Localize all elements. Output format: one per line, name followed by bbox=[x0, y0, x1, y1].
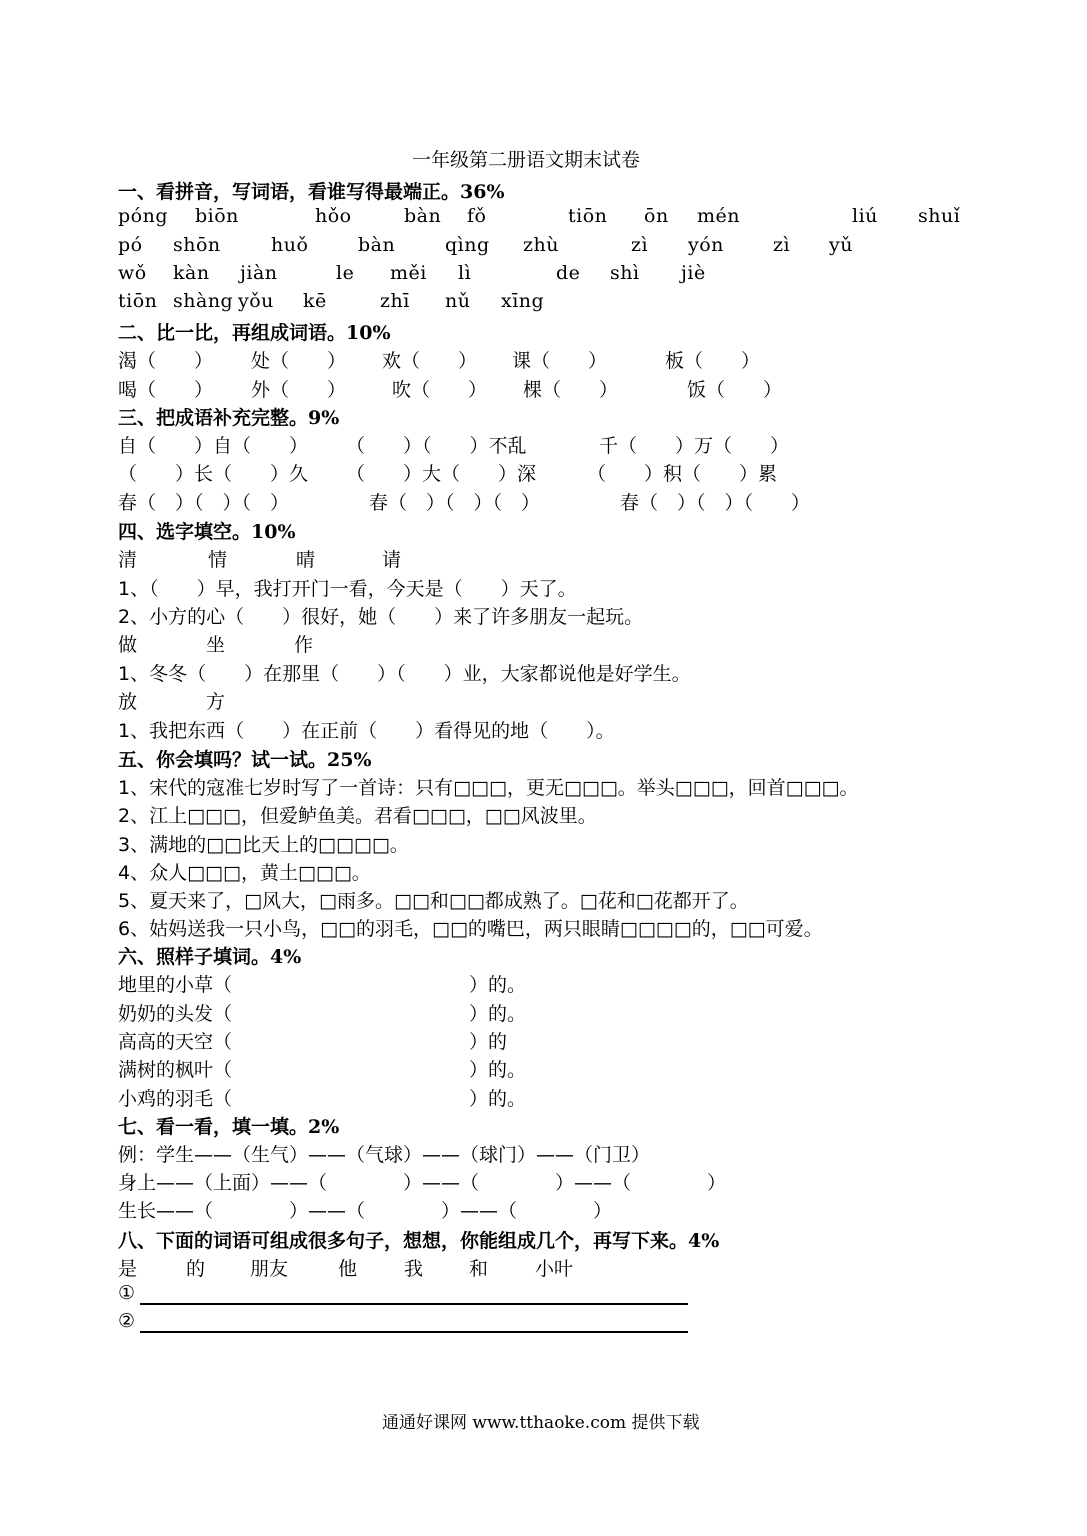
answer-line-1[interactable] bbox=[140, 1303, 688, 1305]
fill-line: 3、满地的□□比天上的□□□□。 bbox=[118, 834, 409, 856]
section-6-heading: 六、照样子填词。4% bbox=[118, 946, 302, 968]
answer-marker-2: ② bbox=[118, 1310, 136, 1332]
section-1-heading: 一、看拼音，写词语，看谁写得最端正。36% bbox=[118, 181, 505, 203]
fill-line: 1、宋代的寇准七岁时写了一首诗：只有□□□，更无□□□。举头□□□，回首□□□。 bbox=[118, 777, 859, 799]
fill-line: 4、众人□□□，黄土□□□。 bbox=[118, 862, 371, 884]
section-2-heading: 二、比一比，再组成词语。10% bbox=[118, 322, 391, 344]
answer-marker-1: ① bbox=[118, 1282, 136, 1304]
choice-line: 2、小方的心（ ）很好，她（ ）来了许多朋友一起玩。 bbox=[118, 606, 644, 628]
answer-line-2[interactable] bbox=[140, 1331, 688, 1333]
choice-line: 1、（ ）早，我打开门一看，今天是（ ）天了。 bbox=[118, 578, 577, 600]
chain-line: 例：学生——（生气）——（气球）——（球门）——（门卫） bbox=[118, 1144, 651, 1166]
fill-line: 6、姑妈送我一只小鸟，□□的羽毛，□□的嘴巴，两只眼睛□□□□的，□□可爱。 bbox=[118, 918, 823, 940]
choice-line: 1、冬冬（ ）在那里（ ）（ ）业，大家都说他是好学生。 bbox=[118, 663, 691, 685]
chain-line: 生长——（ ）——（ ）——（ ） bbox=[118, 1200, 613, 1222]
section-5-heading: 五、你会填吗？试一试。25% bbox=[118, 749, 372, 771]
section-7-heading: 七、看一看，填一填。2% bbox=[118, 1116, 340, 1138]
fill-line: 2、江上□□□，但爱鲈鱼美。君看□□□，□□风波里。 bbox=[118, 805, 597, 827]
fill-line: 5、夏天来了，□风大，□雨多。□□和□□都成熟了。□花和□花都开了。 bbox=[118, 890, 749, 912]
section-4-heading: 四、选字填空。10% bbox=[118, 521, 296, 543]
section-8-heading: 八、下面的词语可组成很多句子，想想，你能组成几个，再写下来。4% bbox=[118, 1230, 720, 1252]
choice-line: 1、我把东西（ ）在正前（ ）看得见的地（ ）。 bbox=[118, 720, 615, 742]
chain-line: 身上——（上面）——（ ）——（ ）——（ ） bbox=[118, 1172, 727, 1194]
section-3-heading: 三、把成语补充完整。9% bbox=[118, 407, 340, 429]
footer-credit: 通通好课网 www.tthaoke.com 提供下载 bbox=[382, 1413, 700, 1433]
page-title: 一年级第二册语文期末试卷 bbox=[412, 149, 641, 171]
